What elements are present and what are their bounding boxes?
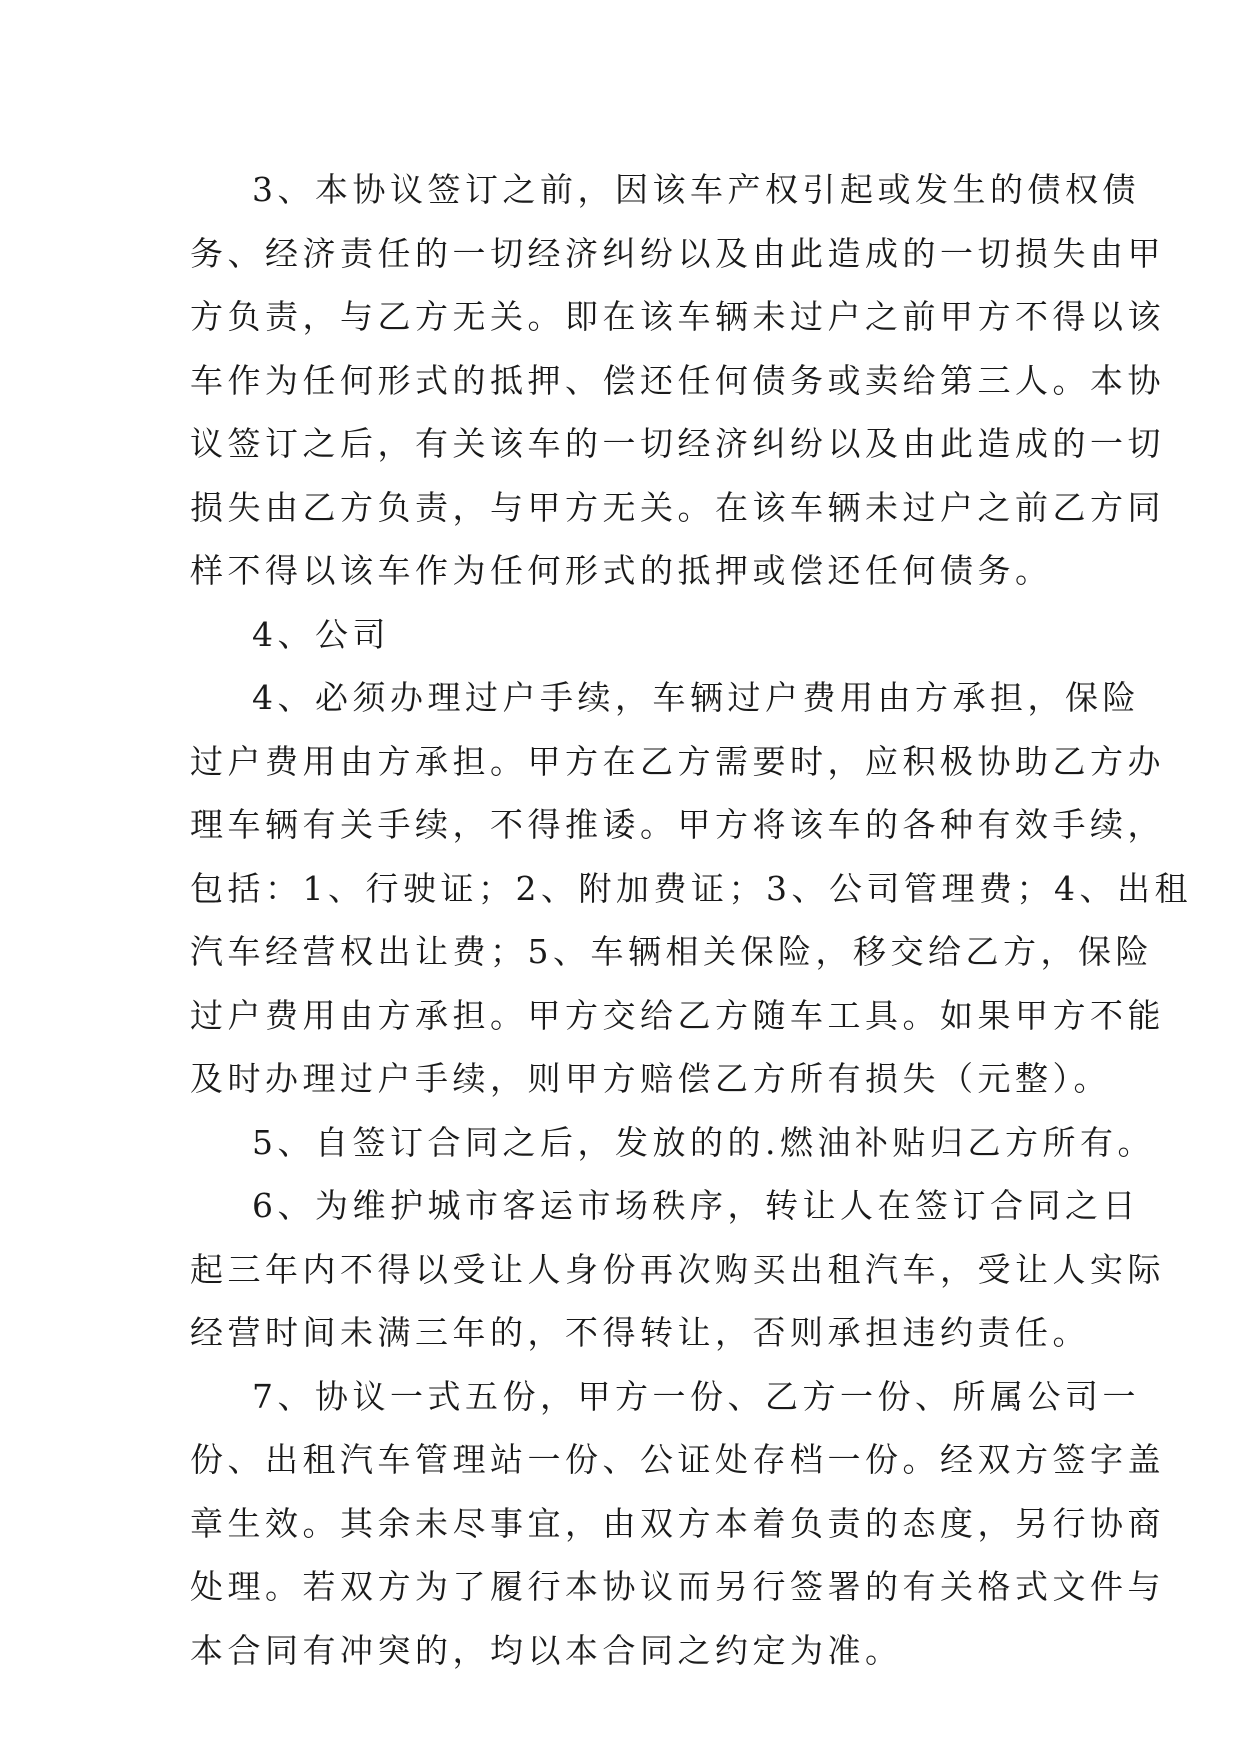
text-line: 样不得以该车作为任何形式的抵押或偿还任何债务。: [190, 551, 1053, 590]
text-line: 包括：1、行驶证；2、附加费证；3、公司管理费；4、出租: [190, 868, 1192, 908]
text-line: 过户费用由方承担。甲方交给乙方随车工具。如果甲方不能: [190, 995, 1165, 1035]
text-line: 损失由乙方负责，与甲方无关。在该车辆未过户之前乙方同: [190, 487, 1165, 527]
text-line: 方负责，与乙方无关。即在该车辆未过户之前甲方不得以该: [190, 297, 1165, 336]
text-line: 经营时间未满三年的，不得转让，否则承担违约责任。: [190, 1313, 1090, 1352]
text-line: 议签订之后，有关该车的一切经济纠纷以及由此造成的一切: [190, 424, 1165, 463]
text-line: 务、经济责任的一切经济纠纷以及由此造成的一切损失由甲: [190, 233, 1165, 273]
text-line: 汽车经营权出让费；5、车辆相关保险，移交给乙方，保险: [190, 932, 1153, 971]
text-line: 起三年内不得以受让人身份再次购买出租汽车，受让人实际: [190, 1249, 1165, 1289]
text-line: 过户费用由方承担。甲方在乙方需要时，应积极协助乙方办: [190, 741, 1165, 781]
text-line: 章生效。其余未尽事宜，由双方本着负责的态度，另行协商: [190, 1503, 1165, 1543]
text-line: 6、为维护城市客运市场秩序，转让人在签订合同之日: [252, 1186, 1140, 1225]
text-line: 本合同有冲突的，均以本合同之约定为准。: [190, 1630, 903, 1670]
text-line: 理车辆有关手续，不得推诿。甲方将该车的各种有效手续，: [190, 805, 1165, 844]
text-line: 3、本协议签订之前，因该车产权引起或发生的债权债: [252, 170, 1140, 209]
text-line: 份、出租汽车管理站一份、公证处存档一份。经双方签字盖: [190, 1440, 1165, 1479]
text-line: 处理。若双方为了履行本协议而另行签署的有关格式文件与: [190, 1567, 1165, 1606]
text-line: 4、必须办理过户手续，车辆过户费用由方承担，保险: [252, 678, 1140, 717]
text-line: 车作为任何形式的抵押、偿还任何债务或卖给第三人。本协: [190, 360, 1165, 400]
text-line: 4、公司: [252, 614, 390, 654]
text-line: 7、协议一式五份，甲方一份、乙方一份、所属公司一: [252, 1376, 1140, 1416]
text-line: 及时办理过户手续，则甲方赔偿乙方所有损失（元整）。: [190, 1059, 1111, 1098]
text-line: 5、自签订合同之后，发放的的.燃油补贴归乙方所有。: [252, 1122, 1155, 1162]
document-body: [190, 158, 1192, 1682]
